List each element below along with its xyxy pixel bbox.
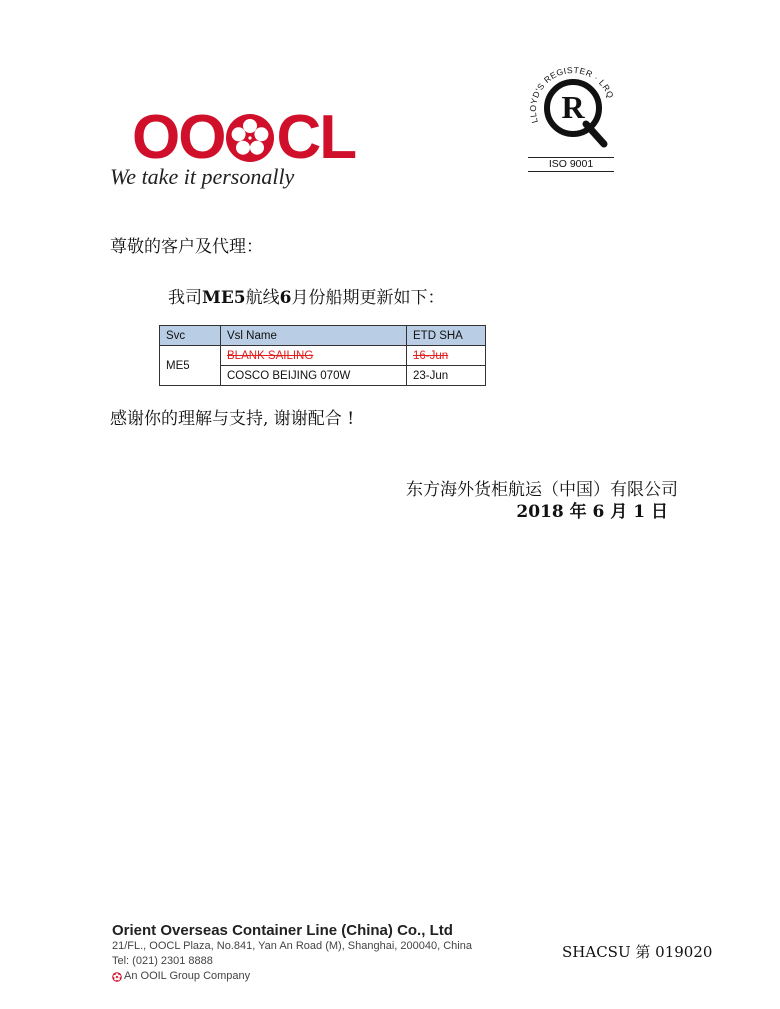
logo-letters-right: CL xyxy=(276,103,356,172)
logo-letters-left: OO xyxy=(132,103,225,172)
date-day: 1 xyxy=(633,502,646,522)
seal-letter: R xyxy=(561,89,585,125)
vessel-cell: COSCO BEIJING 070W xyxy=(221,366,407,386)
oocl-logo xyxy=(108,103,356,198)
column-header-svc: Svc xyxy=(160,326,221,346)
lrqa-seal-emblem xyxy=(528,58,618,154)
letter-date xyxy=(516,497,668,522)
logo-wordmark xyxy=(132,103,356,172)
etd-cell xyxy=(407,346,486,366)
logo-tagline: We take it personally xyxy=(110,164,295,189)
document-number xyxy=(562,941,712,962)
doc-label: 第 xyxy=(635,943,651,961)
intro-prefix: 我司 xyxy=(168,288,202,308)
footer-group-line xyxy=(112,969,472,984)
lrqa-certification-seal xyxy=(528,58,618,174)
letter-company-signature: 东方海外货柜航运（中国）有限公司 xyxy=(406,480,678,500)
footer-telephone: Tel: (021) 2301 8888 xyxy=(112,955,213,967)
seal-ring-text: LLOYD'S REGISTER · LRQ xyxy=(528,64,616,125)
date-year-unit: 年 xyxy=(569,502,587,522)
plum-blossom-icon xyxy=(225,113,275,163)
intro-suffix: 月份船期更新如下： xyxy=(291,288,445,308)
footer-group-text: An OOIL Group Company xyxy=(124,970,251,982)
doc-serial: 019020 xyxy=(655,943,713,961)
letter-thanks: 感谢你的理解与支持, 谢谢配合 ! xyxy=(110,409,355,429)
column-header-vessel: Vsl Name xyxy=(221,326,407,346)
service-cell: ME5 xyxy=(160,346,221,386)
doc-prefix: SHACSU xyxy=(562,943,631,961)
etd-cell: 23-Jun xyxy=(407,366,486,386)
date-day-unit: 日 xyxy=(651,502,668,522)
table-row xyxy=(160,346,486,366)
intro-mid: 航线 xyxy=(245,288,280,308)
cancelled-vessel: BLANK SAILING xyxy=(227,349,314,362)
letter-greeting: 尊敬的客户及代理： xyxy=(110,237,263,257)
letter-intro xyxy=(168,283,444,308)
sailing-schedule-table xyxy=(159,325,486,386)
intro-month: 6 xyxy=(279,288,292,308)
intro-service: ME5 xyxy=(202,288,246,308)
date-year: 2018 xyxy=(516,502,564,522)
cancelled-etd: 16-Jun xyxy=(413,349,449,362)
footer-company-name: Orient Overseas Container Line (China) Co., Ltd xyxy=(112,922,453,939)
date-month: 6 xyxy=(592,502,605,522)
column-header-etd: ETD SHA xyxy=(407,326,486,346)
table-header-row xyxy=(160,326,486,346)
plum-blossom-icon xyxy=(112,972,122,982)
seal-standard: ISO 9001 xyxy=(528,157,614,172)
vessel-cell xyxy=(221,346,407,366)
date-month-unit: 月 xyxy=(610,502,628,522)
letterhead-footer xyxy=(112,922,472,984)
footer-address: 21/FL., OOCL Plaza, No.841, Yan An Road (M), Shanghai, 200040, China xyxy=(112,940,472,952)
